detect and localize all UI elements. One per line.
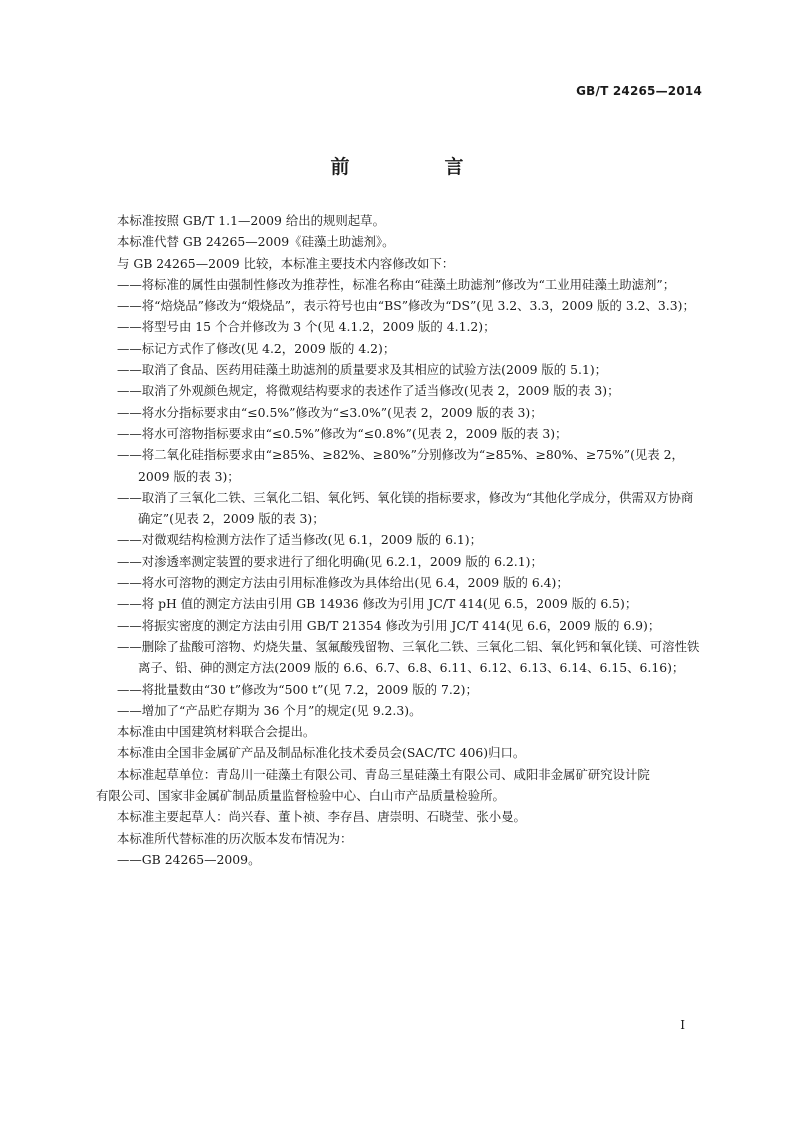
- change-item: ——将水可溶物指标要求由“≤0.5%”修改为“≤0.8%”(见表 2，2009 版的表 3)；: [117, 425, 568, 441]
- jurisdiction: 本标准由全国非金属矿产品及制品标准化技术委员会(SAC/TC 406)归口。: [117, 745, 526, 761]
- foreword-body: [96, 210, 705, 870]
- change-item: ——增加了“产品贮存期为 36 个月”的规定(见 9.2.3)。: [117, 702, 422, 718]
- change-item: ——删除了盐酸可溶物、灼烧失量、氢氟酸残留物、三氧化二铁、三氧化二铝、氧化钙和氧化镁、可溶性铁离子、铅、砷的测定方法(2009 版的 6.6、6.7、6.8、6.11、6.12、6.13、6.14、6.15、6.16)；: [117, 638, 700, 676]
- change-item: ——对渗透率测定装置的要求进行了细化明确(见 6.2.1，2009 版的 6.2.1)；: [117, 553, 543, 569]
- page-title: 前 言: [330, 156, 502, 178]
- change-item: ——将 pH 值的测定方法由引用 GB 14936 修改为引用 JC/T 414(见 6.5，2009 版的 6.5)；: [117, 596, 638, 612]
- page-number: I: [680, 1018, 685, 1032]
- change-item: ——将批量数由“30 t”修改为“500 t”(见 7.2，2009 版的 7.2)；: [117, 681, 478, 697]
- change-item: ——取消了食品、医药用硅藻土助滤剂的质量要求及其相应的试验方法(2009 版的 5.1)；: [117, 362, 608, 378]
- change-item: ——将水可溶物的测定方法由引用标准修改为具体给出(见 6.4，2009 版的 6.4)；: [117, 575, 569, 591]
- change-item: ——将型号由 15 个合并修改为 3 个(见 4.1.2，2009 版的 4.1.2)；: [117, 319, 496, 335]
- change-item: ——将标准的属性由强制性修改为推荐性，标准名称由“硅藻土助滤剂”修改为“工业用硅藻土助滤剂”；: [117, 276, 676, 292]
- change-item: ——取消了外观颜色规定，将微观结构要求的表述作了适当修改(见表 2，2009 版的表 3)；: [117, 383, 620, 399]
- standard-code: GB/T 24265—2014: [576, 84, 702, 98]
- change-item: ——将“焙烧品”修改为“煅烧品”，表示符号也由“BS”修改为“DS”(见 3.2、3.3，2009 版的 3.2、3.3)；: [117, 298, 695, 314]
- intro-paragraph: 本标准代替 GB 24265—2009《硅藻土助滤剂》。: [117, 234, 395, 250]
- proposed-by: 本标准由中国建筑材料联合会提出。: [117, 724, 316, 740]
- intro-paragraph: 本标准按照 GB/T 1.1—2009 给出的规则起草。: [117, 213, 385, 228]
- intro-paragraph: 与 GB 24265—2009 比较，本标准主要技术内容修改如下：: [117, 255, 455, 271]
- drafting-units: 本标准起草单位：青岛川一硅藻土有限公司、青岛三星硅藻土有限公司、咸阳非金属矿研究设计院: [117, 766, 650, 782]
- history-item: ——GB 24265—2009。: [117, 851, 261, 867]
- history-label: 本标准所代替标准的历次版本发布情况为：: [117, 830, 353, 846]
- change-item: ——取消了三氧化二铁、三氧化二铝、氧化钙、氧化镁的指标要求，修改为“其他化学成分，供需双方协商确定”(见表 2，2009 版的表 3)；: [117, 489, 694, 527]
- change-item: ——将二氧化硅指标要求由“≥85%、≥82%、≥80%”分别修改为“≥85%、≥80%、≥75%”(见表 2，2009 版的表 3)；: [117, 447, 684, 484]
- change-item: ——将水分指标要求由“≤0.5%”修改为“≤3.0%”(见表 2，2009 版的表 3)；: [117, 404, 543, 420]
- change-item: ——将振实密度的测定方法由引用 GB/T 21354 修改为引用 JC/T 414(见 6.6，2009 版的 6.9)；: [117, 617, 661, 633]
- drafters: 本标准主要起草人：尚兴春、董卜祯、李存昌、唐崇明、石晓莹、张小曼。: [117, 809, 526, 825]
- drafting-units-continued: 有限公司、国家非金属矿制品质量监督检验中心、白山市产品质量检验所。: [96, 788, 505, 804]
- change-item: ——标记方式作了修改(见 4.2，2009 版的 4.2)；: [117, 340, 396, 356]
- change-item: ——对微观结构检测方法作了适当修改(见 6.1，2009 版的 6.1)；: [117, 532, 483, 548]
